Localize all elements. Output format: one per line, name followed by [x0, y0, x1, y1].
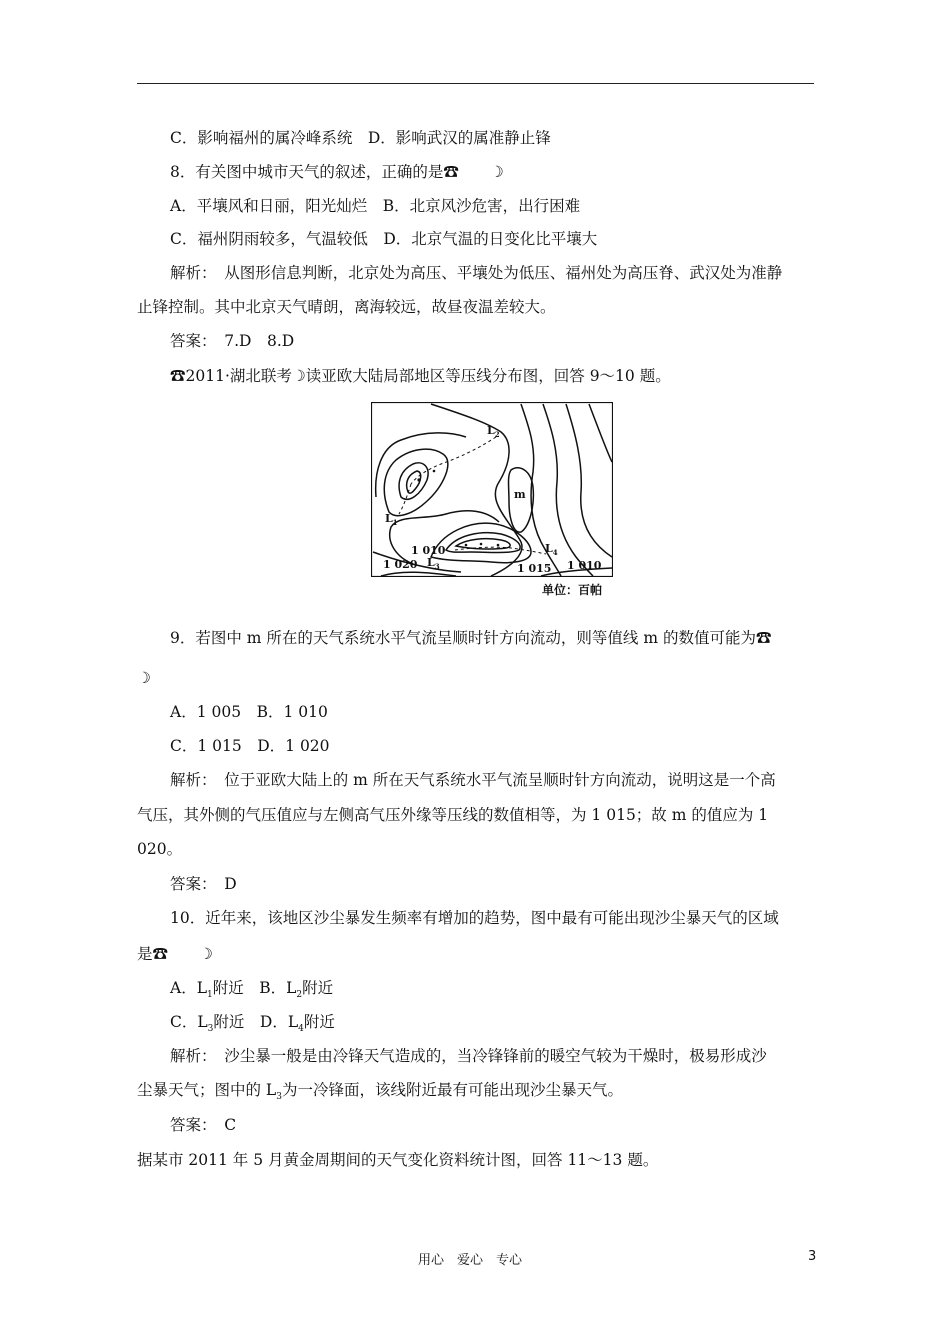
page-number: 3 [808, 1249, 817, 1264]
isobar-label-1010-left: 1 010 [411, 544, 446, 557]
isobar-map-figure [371, 402, 613, 577]
question-10-line1: 10．近年来，该地区沙尘暴发生频率有增加的趋势，图中最有可能出现沙尘暴天气的区域 [170, 909, 779, 927]
options-10-cd: C．$L_3$附近 D．$L_4$附近 [170, 1013, 335, 1035]
analysis-10-line2: 尘暴天气；图中的 $L_3$为一冷锋面，该线附近最有可能出现沙尘暴天气。 [137, 1081, 623, 1103]
options-8-ab: A．平壤风和日丽，阳光灿烂 B．北京风沙危害，出行困难 [170, 197, 581, 215]
answer-7-8: 答案： 7.D 8.D [170, 332, 295, 350]
analysis-9-line1: 解析： 位于亚欧大陆上的 m 所在天气系统水平气流呈顺时针方向流动，说明这是一个高 [170, 771, 776, 789]
header-rule [137, 83, 814, 84]
front-label-l2: $L_2$ [487, 424, 500, 439]
question-9-line1: 9．若图中 m 所在的天气系统水平气流呈顺时针方向流动，则等值线 m 的数值可能为☎ [170, 629, 772, 647]
options-9-ab: A．1 005 B．1 010 [170, 703, 328, 721]
answer-10: 答案： C [170, 1116, 237, 1134]
isobar-label-1015: 1 015 [517, 562, 552, 575]
front-label-l3: $L_3$ [427, 556, 440, 571]
isobar-label-1020: 1 020 [383, 558, 418, 571]
question-10-line2: 是☎ ☽ [137, 945, 213, 963]
label-m: m [514, 488, 526, 501]
front-label-l4: $L_4$ [545, 542, 558, 557]
analysis-9-line3: 020。 [137, 840, 183, 858]
option-line-c-d-q7: C．影响福州的属冷峰系统 D．影响武汉的属准静止锋 [170, 129, 551, 147]
front-label-l1: $L_1$ [385, 512, 398, 527]
options-10-ab: A．$L_1$附近 B．$L_2$附近 [170, 979, 334, 1001]
options-8-cd: C．福州阴雨较多，气温较低 D．北京气温的日变化比平壤大 [170, 230, 598, 248]
footer-motto: 用心 爱心 专心 [418, 1253, 523, 1268]
analysis-8-line2: 止锋控制。其中北京天气晴朗，离海较远，故昼夜温差较大。 [137, 298, 556, 316]
analysis-10-line1: 解析： 沙尘暴一般是由冷锋天气造成的，当冷锋锋前的暖空气较为干燥时，极易形成沙 [170, 1047, 767, 1065]
analysis-9-line2: 气压，其外侧的气压值应与左侧高气压外缘等压线的数值相等，为 1 015；故 m 的值应为 1 [137, 806, 769, 824]
question-9-line2: ☽ [137, 669, 151, 687]
question-8: 8．有关图中城市天气的叙述，正确的是☎ ☽ [170, 163, 504, 181]
options-9-cd: C．1 015 D．1 020 [170, 737, 330, 755]
intro-9-10: ☎2011·湖北联考☽读亚欧大陆局部地区等压线分布图，回答 9～10 题。 [170, 367, 671, 385]
answer-9: 答案： D [170, 875, 237, 893]
analysis-8-line1: 解析： 从图形信息判断，北京处为高压、平壤处为低压、福州处为高压脊、武汉处为准静 [170, 264, 783, 282]
isobar-label-1010-right: 1 010 [567, 559, 602, 572]
intro-11-13: 据某市 2011 年 5 月黄金周期间的天气变化资料统计图，回答 11～13 题。 [137, 1151, 659, 1169]
figure-unit-caption: 单位：百帕 [542, 583, 603, 597]
